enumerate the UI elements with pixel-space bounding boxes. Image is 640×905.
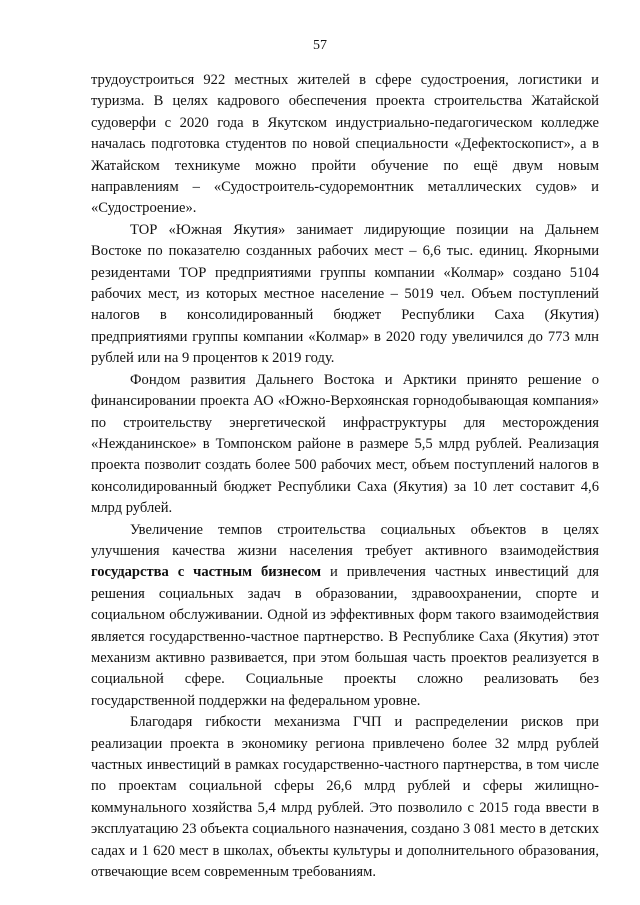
paragraph-tor-south-yakutia: ТОР «Южная Якутия» занимает лидирующие позиции на Дальнем Востоке по показателю созданных рабочих мест – 6,6 тыс. единиц. Якорными резидентами ТОР предприятиями группы компании «Колмар» создано 5104 рабочих мест, из которых местное население – 5019 чел. Объем поступлений налогов в консолидированный бюджет Республики Саха (Якутия) предприятиями группы компании «Колмар» в 2020 году увеличился до 773 млн рублей или на 9 процентов к 2019 году.: [91, 221, 599, 367]
page-number: 57: [313, 38, 327, 53]
paragraph-social-objects: [91, 520, 599, 713]
paragraph-far-east-fund: Фондом развития Дальнего Востока и Арктики принято решение о финансировании проекта АО «Южно-Верхоянская горнодобывающая компания» по строительству энергетической инфраструктуры для месторождения «Нежданинское» в Томпонском районе в размере 5,5 млрд рублей. Реализация проекта позволит создать более 500 рабочих мест, объем поступлений налогов в консолидированный бюджет Республики Саха (Якутия) за 10 лет составит 4,6 млрд рублей.: [91, 371, 599, 517]
paragraph-social-objects-text-before: Увеличение темпов строительства социальных объектов в целях улучшения качества жизни населения требует активного взаимодействия: [91, 521, 599, 559]
paragraph-ppp-investments: Благодаря гибкости механизма ГЧП и распределении рисков при реализации проекта в экономику региона привлечено более 32 млрд рублей частных инвестиций в рамках государственно-частного партнерства, в том числе по проектам социальной сферы 26,6 млрд рублей и сферы жилищно-коммунального хозяйства 5,4 млрд рублей. Это позволило с 2015 года ввести в эксплуатацию 23 объекта социального назначения, создано 3 081 место в детских садах и 1 620 мест в школах, объекты культуры и дополнительного образования, отвечающие всем современным требованиям.: [91, 714, 599, 881]
paragraph-social-objects-text-after: и привлечения частных инвестиций для решения социальных задач в образовании, здравоохранении, спорте и социальном обслуживании. Одной из эффективных форм такого взаимодействия является государственно-частное партнерство. В Республике Саха (Якутия) этот механизм активно развивается, при этом большая часть проектов реализуется в социальной сфере. Социальные проекты сложно реализовать без государственной поддержки на федеральном уровне.: [91, 564, 599, 709]
paragraph-shipbuilding-employment: трудоустроиться 922 местных жителей в сфере судостроения, логистики и туризма. В целях кадрового обеспечения проекта строительства Жатайской судоверфи с 2020 года в Якутском индустриально-педагогическом колледже началась подготовка студентов по новой специальности «Дефектоскопист», а в Жатайском техникуме можно пройти обучение по ещё двум новым направлениям – «Судостроитель-судоремонтник металлических судов» и «Судостроение».: [91, 72, 599, 217]
bold-phrase-state-private-business: государства с частным бизнесом: [91, 564, 322, 581]
document-body: [91, 70, 599, 883]
